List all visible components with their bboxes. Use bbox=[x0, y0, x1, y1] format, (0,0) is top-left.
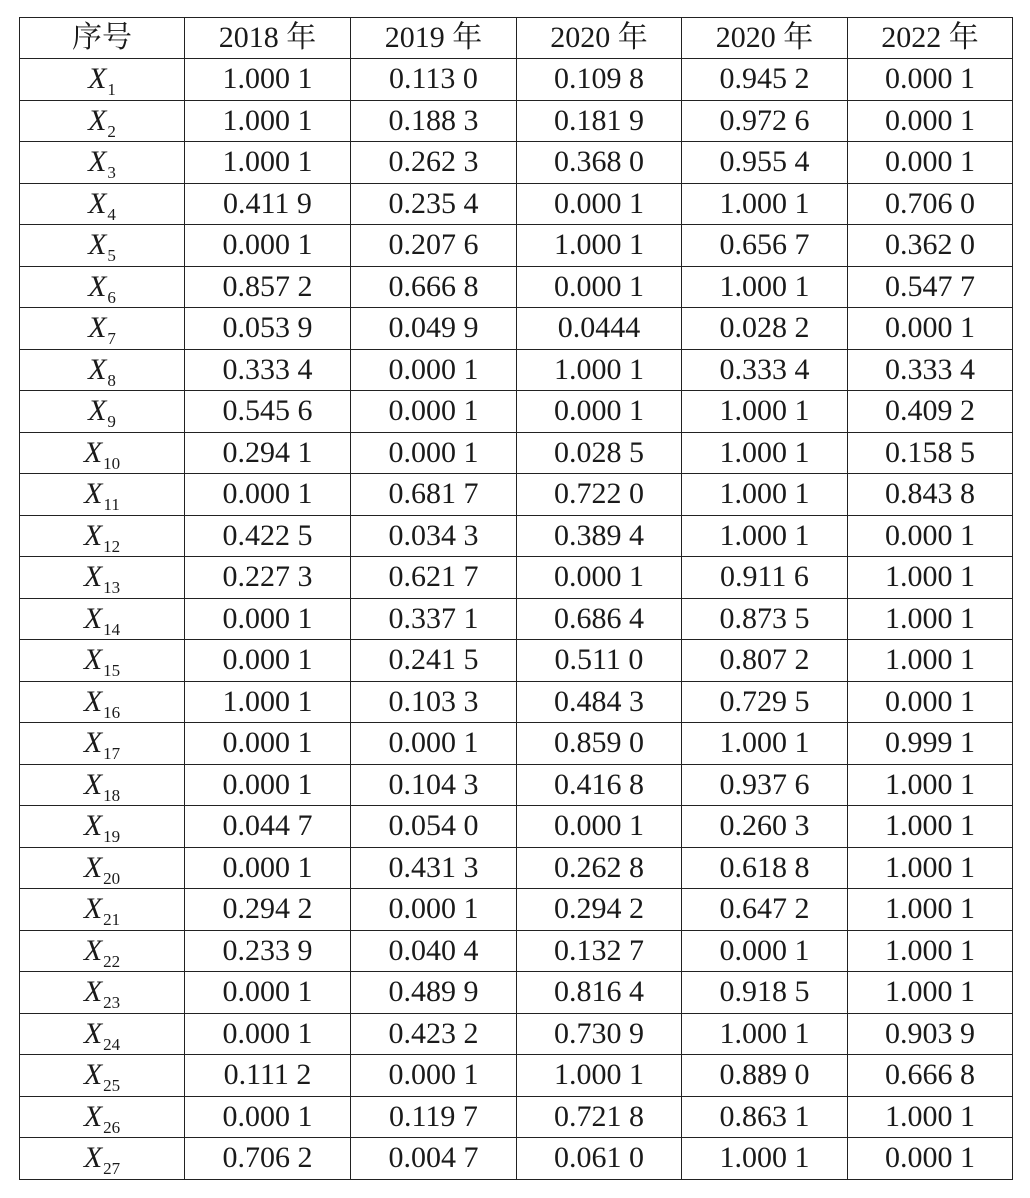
value-cell: 1.000 1 bbox=[682, 391, 848, 433]
table-row bbox=[20, 723, 1013, 765]
value-cell: 0.119 7 bbox=[351, 1096, 517, 1138]
header-year-col-1: 2018 年 bbox=[185, 18, 351, 59]
value-cell: 0.000 1 bbox=[185, 474, 351, 516]
row-variable-cell bbox=[20, 349, 185, 391]
variable-symbol: X bbox=[88, 394, 107, 428]
row-variable-cell bbox=[20, 266, 185, 308]
variable-symbol: X bbox=[83, 726, 103, 760]
table-row bbox=[20, 59, 1013, 101]
variable-label bbox=[83, 767, 121, 805]
value-cell: 1.000 1 bbox=[185, 142, 351, 184]
value-cell: 0.000 1 bbox=[517, 557, 682, 599]
value-cell: 0.911 6 bbox=[682, 557, 848, 599]
variable-subscript: 19 bbox=[103, 827, 121, 847]
value-cell: 0.000 1 bbox=[185, 598, 351, 640]
value-cell: 0.000 1 bbox=[185, 640, 351, 682]
variable-subscript: 23 bbox=[103, 993, 121, 1013]
value-cell: 0.000 1 bbox=[517, 266, 682, 308]
value-cell: 1.000 1 bbox=[682, 183, 848, 225]
value-cell: 0.889 0 bbox=[682, 1055, 848, 1097]
table-header bbox=[20, 18, 1013, 59]
value-cell: 0.000 1 bbox=[351, 349, 517, 391]
value-cell: 0.053 9 bbox=[185, 308, 351, 350]
table-row bbox=[20, 930, 1013, 972]
value-cell: 0.681 7 bbox=[351, 474, 517, 516]
variable-label bbox=[88, 186, 116, 224]
variable-subscript: 18 bbox=[103, 785, 121, 805]
variable-subscript: 14 bbox=[103, 619, 121, 639]
value-cell: 0.294 2 bbox=[517, 889, 682, 931]
variable-symbol: X bbox=[88, 186, 107, 220]
value-cell: 0.262 8 bbox=[517, 847, 682, 889]
value-cell: 0.028 2 bbox=[682, 308, 848, 350]
variable-subscript: 9 bbox=[107, 412, 116, 432]
variable-subscript: 20 bbox=[103, 868, 121, 888]
value-cell: 1.000 1 bbox=[682, 515, 848, 557]
variable-label bbox=[83, 850, 121, 888]
table-row bbox=[20, 681, 1013, 723]
variable-symbol: X bbox=[83, 809, 103, 843]
value-cell: 0.411 9 bbox=[185, 183, 351, 225]
value-cell: 0.863 1 bbox=[682, 1096, 848, 1138]
value-cell: 0.235 4 bbox=[351, 183, 517, 225]
row-variable-cell bbox=[20, 1138, 185, 1180]
value-cell: 0.000 1 bbox=[682, 930, 848, 972]
value-cell: 0.000 1 bbox=[351, 391, 517, 433]
value-cell: 0.260 3 bbox=[682, 806, 848, 848]
value-cell: 0.000 1 bbox=[185, 723, 351, 765]
value-cell: 0.999 1 bbox=[848, 723, 1013, 765]
variable-label bbox=[83, 643, 121, 681]
variable-symbol: X bbox=[88, 352, 107, 386]
value-cell: 1.000 1 bbox=[848, 847, 1013, 889]
variable-subscript: 25 bbox=[103, 1076, 121, 1096]
value-cell: 0.722 0 bbox=[517, 474, 682, 516]
value-cell: 0.113 0 bbox=[351, 59, 517, 101]
value-cell: 1.000 1 bbox=[848, 1096, 1013, 1138]
table-row bbox=[20, 1055, 1013, 1097]
value-cell: 1.000 1 bbox=[848, 930, 1013, 972]
variable-symbol: X bbox=[83, 560, 103, 594]
value-cell: 0.000 1 bbox=[848, 59, 1013, 101]
value-cell: 0.000 1 bbox=[185, 972, 351, 1014]
table-row bbox=[20, 474, 1013, 516]
value-cell: 0.409 2 bbox=[848, 391, 1013, 433]
variable-subscript: 13 bbox=[103, 578, 121, 598]
value-cell: 0.233 9 bbox=[185, 930, 351, 972]
variable-symbol: X bbox=[83, 518, 103, 552]
value-cell: 0.000 1 bbox=[185, 1013, 351, 1055]
variable-label bbox=[88, 103, 116, 141]
value-cell: 0.028 5 bbox=[517, 432, 682, 474]
value-cell: 0.054 0 bbox=[351, 806, 517, 848]
value-cell: 0.188 3 bbox=[351, 100, 517, 142]
variable-symbol: X bbox=[83, 684, 103, 718]
value-cell: 0.368 0 bbox=[517, 142, 682, 184]
value-cell: 0.416 8 bbox=[517, 764, 682, 806]
value-cell: 0.333 4 bbox=[682, 349, 848, 391]
variable-symbol: X bbox=[88, 311, 107, 345]
value-cell: 0.333 4 bbox=[185, 349, 351, 391]
header-row bbox=[20, 18, 1013, 59]
table-row bbox=[20, 972, 1013, 1014]
value-cell: 1.000 1 bbox=[682, 474, 848, 516]
variable-subscript: 3 bbox=[107, 163, 116, 183]
table-body bbox=[20, 59, 1013, 1180]
value-cell: 0.918 5 bbox=[682, 972, 848, 1014]
value-cell: 0.000 1 bbox=[517, 391, 682, 433]
row-variable-cell bbox=[20, 930, 185, 972]
value-cell: 0.000 1 bbox=[848, 142, 1013, 184]
value-cell: 0.000 1 bbox=[185, 225, 351, 267]
variable-symbol: X bbox=[83, 767, 103, 801]
table-row bbox=[20, 557, 1013, 599]
variable-subscript: 15 bbox=[103, 661, 121, 681]
value-cell: 0.547 7 bbox=[848, 266, 1013, 308]
value-cell: 0.431 3 bbox=[351, 847, 517, 889]
variable-symbol: X bbox=[83, 1099, 103, 1133]
table-row bbox=[20, 806, 1013, 848]
table-row bbox=[20, 349, 1013, 391]
row-variable-cell bbox=[20, 432, 185, 474]
value-cell: 0.721 8 bbox=[517, 1096, 682, 1138]
table-row bbox=[20, 640, 1013, 682]
variable-subscript: 10 bbox=[103, 453, 121, 473]
variable-label bbox=[83, 726, 121, 764]
value-cell: 0.333 4 bbox=[848, 349, 1013, 391]
value-cell: 1.000 1 bbox=[517, 349, 682, 391]
value-cell: 0.034 3 bbox=[351, 515, 517, 557]
value-cell: 0.0444 bbox=[517, 308, 682, 350]
variable-label bbox=[88, 62, 116, 100]
variable-label bbox=[88, 228, 116, 266]
value-cell: 0.000 1 bbox=[848, 100, 1013, 142]
table-row bbox=[20, 183, 1013, 225]
row-variable-cell bbox=[20, 308, 185, 350]
variable-label bbox=[83, 892, 121, 930]
variable-label bbox=[83, 1099, 121, 1137]
value-cell: 0.618 8 bbox=[682, 847, 848, 889]
value-cell: 0.000 1 bbox=[351, 432, 517, 474]
variable-symbol: X bbox=[83, 975, 103, 1009]
variable-symbol: X bbox=[83, 892, 103, 926]
value-cell: 0.656 7 bbox=[682, 225, 848, 267]
value-cell: 0.044 7 bbox=[185, 806, 351, 848]
row-variable-cell bbox=[20, 474, 185, 516]
table-row bbox=[20, 432, 1013, 474]
value-cell: 1.000 1 bbox=[517, 225, 682, 267]
variable-label bbox=[84, 477, 120, 515]
value-cell: 0.241 5 bbox=[351, 640, 517, 682]
table-row bbox=[20, 391, 1013, 433]
value-cell: 0.729 5 bbox=[682, 681, 848, 723]
value-cell: 1.000 1 bbox=[517, 1055, 682, 1097]
table-row bbox=[20, 100, 1013, 142]
value-cell: 1.000 1 bbox=[848, 806, 1013, 848]
value-cell: 0.666 8 bbox=[848, 1055, 1013, 1097]
variable-symbol: X bbox=[83, 601, 103, 635]
table-row bbox=[20, 598, 1013, 640]
header-year-col-4: 2020 年 bbox=[682, 18, 848, 59]
table-row bbox=[20, 225, 1013, 267]
value-cell: 1.000 1 bbox=[682, 266, 848, 308]
value-cell: 0.049 9 bbox=[351, 308, 517, 350]
value-cell: 1.000 1 bbox=[848, 598, 1013, 640]
variable-label bbox=[83, 809, 121, 847]
variable-label bbox=[83, 1141, 121, 1179]
header-index: 序号 bbox=[20, 18, 185, 59]
value-cell: 0.362 0 bbox=[848, 225, 1013, 267]
value-cell: 0.955 4 bbox=[682, 142, 848, 184]
value-cell: 0.873 5 bbox=[682, 598, 848, 640]
value-cell: 0.389 4 bbox=[517, 515, 682, 557]
variable-symbol: X bbox=[83, 1016, 103, 1050]
value-cell: 1.000 1 bbox=[848, 972, 1013, 1014]
header-year-col-3: 2020 年 bbox=[517, 18, 682, 59]
variable-subscript: 5 bbox=[107, 246, 116, 266]
value-cell: 0.158 5 bbox=[848, 432, 1013, 474]
value-cell: 0.337 1 bbox=[351, 598, 517, 640]
value-cell: 0.489 9 bbox=[351, 972, 517, 1014]
value-cell: 1.000 1 bbox=[185, 100, 351, 142]
header-year-col-5: 2022 年 bbox=[848, 18, 1013, 59]
row-variable-cell bbox=[20, 847, 185, 889]
variable-subscript: 16 bbox=[103, 702, 121, 722]
value-cell: 0.859 0 bbox=[517, 723, 682, 765]
row-variable-cell bbox=[20, 59, 185, 101]
row-variable-cell bbox=[20, 764, 185, 806]
value-cell: 0.000 1 bbox=[351, 723, 517, 765]
variable-symbol: X bbox=[88, 228, 107, 262]
table-row bbox=[20, 889, 1013, 931]
variable-label bbox=[88, 394, 116, 432]
variable-subscript: 17 bbox=[103, 744, 121, 764]
variable-label bbox=[88, 269, 116, 307]
value-cell: 0.621 7 bbox=[351, 557, 517, 599]
row-variable-cell bbox=[20, 100, 185, 142]
value-cell: 1.000 1 bbox=[848, 640, 1013, 682]
variable-subscript: 8 bbox=[107, 370, 116, 390]
variable-symbol: X bbox=[83, 1058, 103, 1092]
row-variable-cell bbox=[20, 972, 185, 1014]
value-cell: 0.000 1 bbox=[185, 847, 351, 889]
value-cell: 0.903 9 bbox=[848, 1013, 1013, 1055]
variable-subscript: 7 bbox=[107, 329, 116, 349]
variable-symbol: X bbox=[88, 269, 107, 303]
row-variable-cell bbox=[20, 889, 185, 931]
variable-label bbox=[83, 933, 121, 971]
value-cell: 1.000 1 bbox=[848, 889, 1013, 931]
value-cell: 0.807 2 bbox=[682, 640, 848, 682]
variable-subscript: 22 bbox=[103, 951, 121, 971]
variable-label bbox=[83, 601, 121, 639]
value-cell: 0.000 1 bbox=[517, 183, 682, 225]
variable-label bbox=[88, 352, 116, 390]
table-row bbox=[20, 308, 1013, 350]
value-cell: 0.294 2 bbox=[185, 889, 351, 931]
variable-symbol: X bbox=[88, 62, 107, 96]
row-variable-cell bbox=[20, 515, 185, 557]
variable-label bbox=[83, 518, 121, 556]
value-cell: 0.730 9 bbox=[517, 1013, 682, 1055]
value-cell: 0.000 1 bbox=[848, 515, 1013, 557]
value-cell: 1.000 1 bbox=[682, 1138, 848, 1180]
value-cell: 0.000 1 bbox=[351, 1055, 517, 1097]
variable-subscript: 1 bbox=[107, 80, 116, 100]
value-cell: 0.227 3 bbox=[185, 557, 351, 599]
row-variable-cell bbox=[20, 183, 185, 225]
row-variable-cell bbox=[20, 1013, 185, 1055]
variable-subscript: 11 bbox=[103, 495, 120, 515]
value-cell: 0.843 8 bbox=[848, 474, 1013, 516]
value-cell: 0.647 2 bbox=[682, 889, 848, 931]
value-cell: 0.816 4 bbox=[517, 972, 682, 1014]
value-cell: 0.686 4 bbox=[517, 598, 682, 640]
value-cell: 0.000 1 bbox=[351, 889, 517, 931]
value-cell: 0.511 0 bbox=[517, 640, 682, 682]
variable-label bbox=[83, 1058, 121, 1096]
variable-subscript: 2 bbox=[107, 121, 116, 141]
value-cell: 0.972 6 bbox=[682, 100, 848, 142]
variable-label bbox=[83, 975, 121, 1013]
value-cell: 0.132 7 bbox=[517, 930, 682, 972]
variable-subscript: 27 bbox=[103, 1159, 121, 1179]
value-cell: 0.545 6 bbox=[185, 391, 351, 433]
value-cell: 0.000 1 bbox=[848, 1138, 1013, 1180]
variable-label bbox=[83, 435, 121, 473]
value-cell: 0.207 6 bbox=[351, 225, 517, 267]
value-cell: 0.109 8 bbox=[517, 59, 682, 101]
value-cell: 0.294 1 bbox=[185, 432, 351, 474]
value-cell: 1.000 1 bbox=[682, 723, 848, 765]
variable-label bbox=[83, 1016, 121, 1054]
table-row bbox=[20, 515, 1013, 557]
row-variable-cell bbox=[20, 142, 185, 184]
value-cell: 0.945 2 bbox=[682, 59, 848, 101]
variable-symbol: X bbox=[83, 933, 103, 967]
row-variable-cell bbox=[20, 391, 185, 433]
value-cell: 0.040 4 bbox=[351, 930, 517, 972]
table-row bbox=[20, 1096, 1013, 1138]
row-variable-cell bbox=[20, 806, 185, 848]
variable-label bbox=[88, 311, 116, 349]
value-cell: 1.000 1 bbox=[185, 59, 351, 101]
value-cell: 1.000 1 bbox=[848, 557, 1013, 599]
variable-symbol: X bbox=[83, 850, 103, 884]
variable-subscript: 26 bbox=[103, 1117, 121, 1137]
value-cell: 0.857 2 bbox=[185, 266, 351, 308]
table-container bbox=[19, 17, 1012, 1180]
value-cell: 0.181 9 bbox=[517, 100, 682, 142]
value-cell: 1.000 1 bbox=[848, 764, 1013, 806]
value-cell: 0.004 7 bbox=[351, 1138, 517, 1180]
table-row bbox=[20, 764, 1013, 806]
row-variable-cell bbox=[20, 225, 185, 267]
header-year-col-2: 2019 年 bbox=[351, 18, 517, 59]
variable-symbol: X bbox=[83, 643, 103, 677]
value-cell: 0.706 0 bbox=[848, 183, 1013, 225]
value-cell: 0.104 3 bbox=[351, 764, 517, 806]
value-cell: 0.422 5 bbox=[185, 515, 351, 557]
value-cell: 0.000 1 bbox=[517, 806, 682, 848]
table-row bbox=[20, 142, 1013, 184]
variable-subscript: 24 bbox=[103, 1034, 121, 1054]
value-cell: 1.000 1 bbox=[682, 1013, 848, 1055]
value-cell: 0.262 3 bbox=[351, 142, 517, 184]
value-cell: 0.000 1 bbox=[185, 1096, 351, 1138]
row-variable-cell bbox=[20, 640, 185, 682]
row-variable-cell bbox=[20, 723, 185, 765]
value-cell: 0.706 2 bbox=[185, 1138, 351, 1180]
variable-label bbox=[83, 684, 121, 722]
table-row bbox=[20, 1138, 1013, 1180]
variable-subscript: 4 bbox=[107, 204, 116, 224]
value-cell: 0.061 0 bbox=[517, 1138, 682, 1180]
variable-symbol: X bbox=[83, 435, 103, 469]
row-variable-cell bbox=[20, 1055, 185, 1097]
variable-symbol: X bbox=[84, 477, 103, 511]
row-variable-cell bbox=[20, 1096, 185, 1138]
value-cell: 1.000 1 bbox=[185, 681, 351, 723]
value-cell: 0.937 6 bbox=[682, 764, 848, 806]
data-table bbox=[19, 17, 1013, 1180]
row-variable-cell bbox=[20, 681, 185, 723]
value-cell: 1.000 1 bbox=[682, 432, 848, 474]
value-cell: 0.666 8 bbox=[351, 266, 517, 308]
value-cell: 0.103 3 bbox=[351, 681, 517, 723]
variable-symbol: X bbox=[88, 145, 107, 179]
variable-label bbox=[83, 560, 121, 598]
row-variable-cell bbox=[20, 557, 185, 599]
value-cell: 0.000 1 bbox=[185, 764, 351, 806]
value-cell: 0.484 3 bbox=[517, 681, 682, 723]
value-cell: 0.423 2 bbox=[351, 1013, 517, 1055]
variable-subscript: 21 bbox=[103, 910, 121, 930]
table-row bbox=[20, 847, 1013, 889]
variable-symbol: X bbox=[83, 1141, 103, 1175]
value-cell: 0.111 2 bbox=[185, 1055, 351, 1097]
table-row bbox=[20, 266, 1013, 308]
variable-symbol: X bbox=[88, 103, 107, 137]
value-cell: 0.000 1 bbox=[848, 681, 1013, 723]
variable-label bbox=[88, 145, 116, 183]
variable-subscript: 6 bbox=[107, 287, 116, 307]
value-cell: 0.000 1 bbox=[848, 308, 1013, 350]
table-row bbox=[20, 1013, 1013, 1055]
variable-subscript: 12 bbox=[103, 536, 121, 556]
row-variable-cell bbox=[20, 598, 185, 640]
